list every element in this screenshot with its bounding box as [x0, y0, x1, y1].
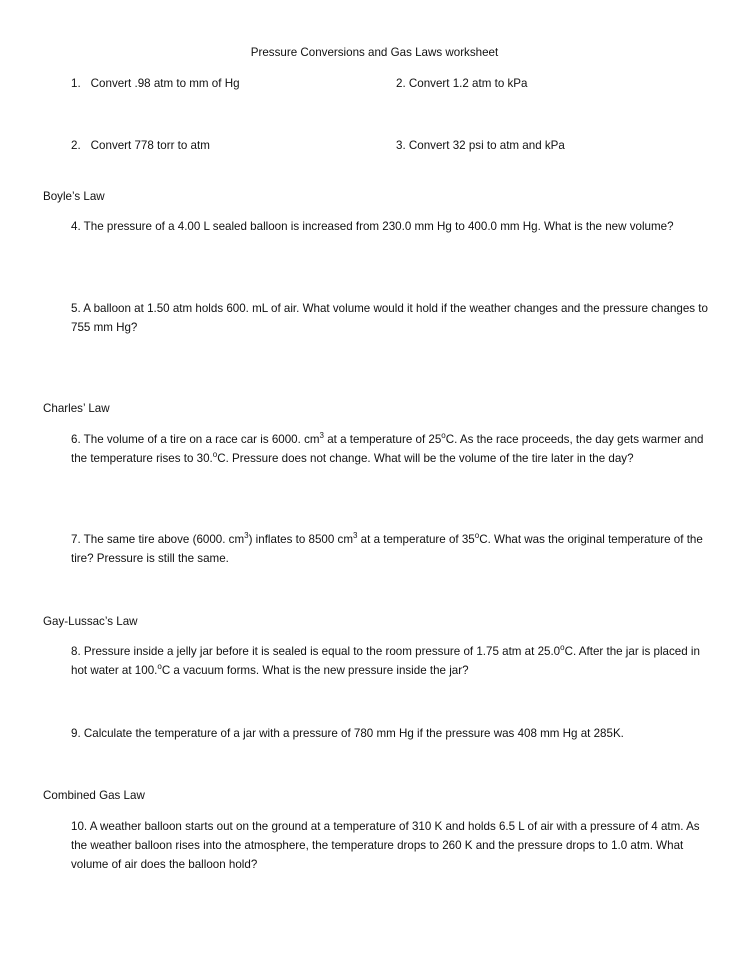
question-7: 7. The same tire above (6000. $cm^3$) inflates to 8500 $cm^3$ at a temperature of 35$^o$C. What was the original temperature of the tire? Pressure is still the same.: [71, 531, 703, 565]
question-1: [71, 74, 240, 93]
question-2a: 2. Convert 1.2 atm to kPa: [396, 77, 528, 90]
question-5: 5. A balloon at 1.50 atm holds 600. mL of air. What volume would it hold if the weather changes and the pressure changes to 755 mm Hg?: [71, 302, 708, 334]
section-heading-combined: Combined Gas Law: [43, 789, 145, 802]
cubed-superscript: 3: [319, 431, 324, 441]
question-1-number: 1.: [71, 77, 81, 90]
degree-superscript: o: [560, 643, 565, 653]
question-2b-text: Convert 778 torr to atm: [90, 139, 210, 152]
question-6: 6. The volume of a tire on a race car is 6000. $cm^3$ at a temperature of 25$^o$C. As the race proceeds, the day gets warmer and the temperature rises to 30.$^o$C. Pressure does not change. What will be the volume of the tire later in the day?: [71, 431, 704, 465]
cubed-superscript: 3: [244, 531, 249, 541]
question-1-text: Convert .98 atm to mm of Hg: [90, 77, 240, 90]
cubed-superscript: 3: [353, 531, 358, 541]
degree-superscript: o: [441, 431, 446, 441]
question-3: 3. Convert 32 psi to atm and kPa: [396, 139, 565, 152]
question-8: 8. Pressure inside a jelly jar before it is sealed is equal to the room pressure of 1.75 atm at 25.0$^o$C. After the jar is placed in hot water at 100.$^o$C a vacuum forms. What is the new pressure inside the jar?: [71, 643, 700, 677]
question-2b: [71, 136, 210, 155]
section-heading-charles: Charles’ Law: [43, 402, 110, 415]
section-heading-boyle: Boyle’s Law: [43, 190, 105, 203]
question-4: 4. The pressure of a 4.00 L sealed balloon is increased from 230.0 mm Hg to 400.0 mm Hg. What is the new volume?: [71, 220, 674, 233]
degree-superscript: o: [212, 450, 218, 460]
page-title: Pressure Conversions and Gas Laws worksheet: [250, 46, 499, 59]
degree-superscript: o: [157, 662, 162, 672]
question-2b-number: 2.: [71, 139, 81, 152]
degree-superscript: o: [474, 531, 480, 541]
question-10: 10. A weather balloon starts out on the ground at a temperature of 310 K and holds 6.5 L of air with a pressure of 4 atm. As the weather balloon rises into the atmosphere, the temperature drops to 260 K and the pressure drops to 1.0 atm. What volume of air does the balloon hold?: [71, 820, 700, 871]
question-9: 9. Calculate the temperature of a jar with a pressure of 780 mm Hg if the pressure was 408 mm Hg at 285K.: [71, 727, 624, 740]
section-heading-gay-lussac: Gay-Lussac’s Law: [43, 615, 138, 628]
